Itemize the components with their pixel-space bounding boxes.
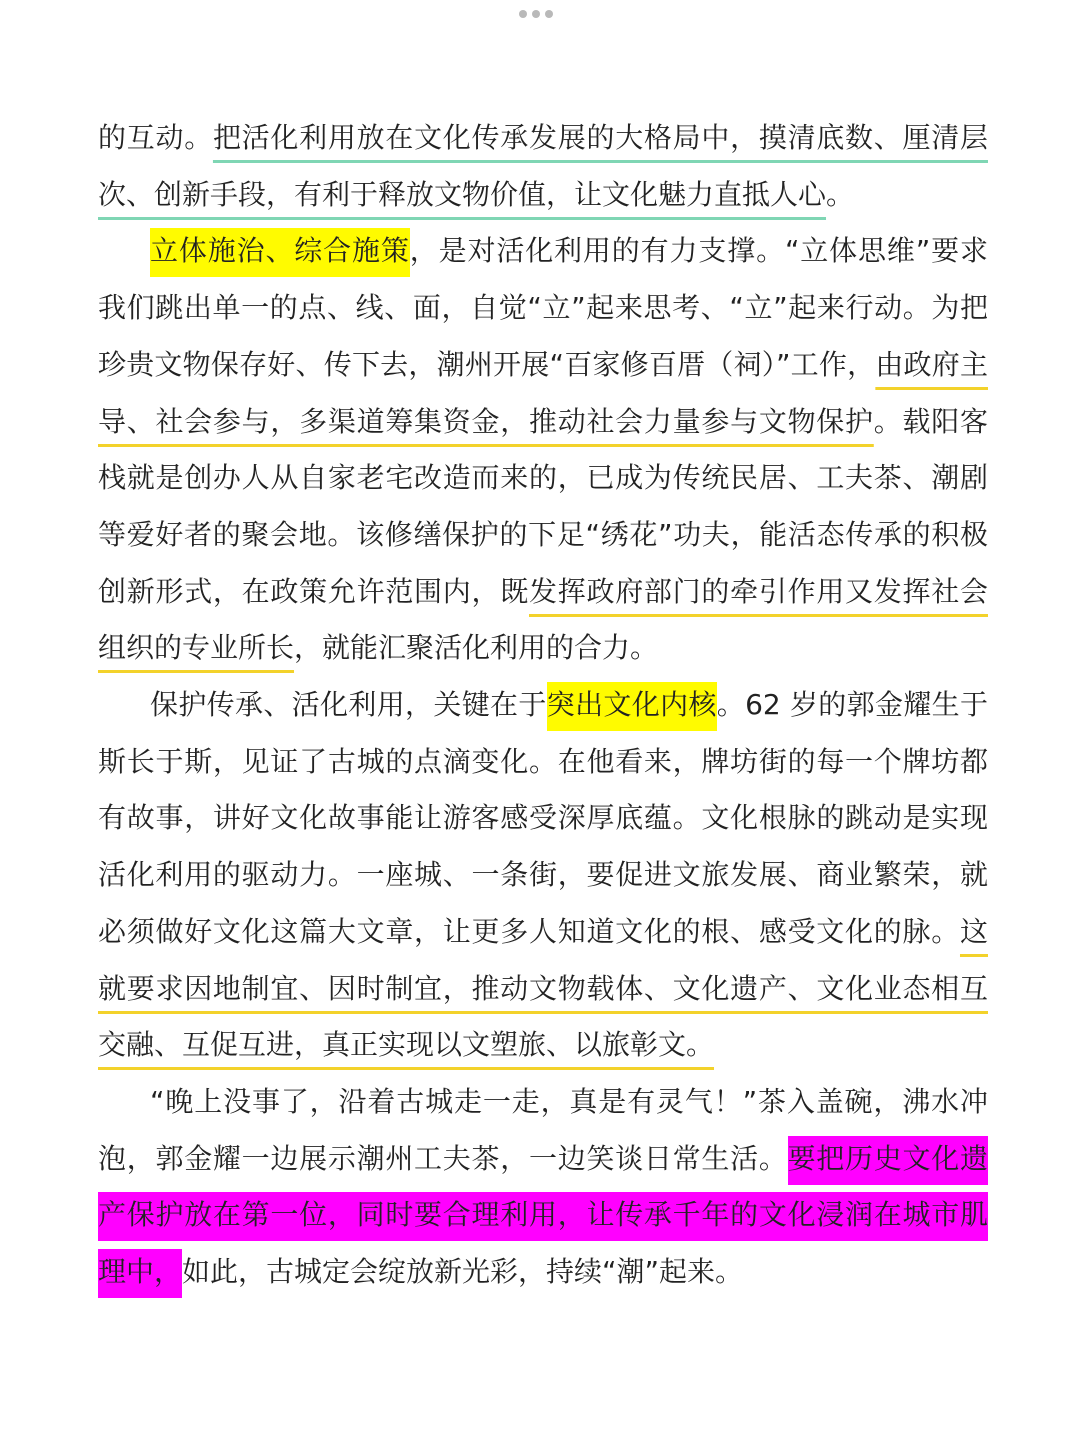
paragraph-2: [98, 223, 988, 677]
text: 。载阳客栈就是创办人从自家老宅改造而来的，已成为传统民居、工夫茶、潮剧等爱好者的聚会地。该修缮保护的下足“绣花”功夫，能活态传承的积极创新形式，在政策允许范围内，既: [98, 404, 988, 608]
underlined-text-yellow: 这就要求因地制宜、因时制宜，推动文物载体、文化遗产、文化业态相互交融、互促互进，真正实现以文塑旅、以旅彰文。: [98, 914, 988, 1062]
highlight-magenta: 要把历史文化遗产保护放在第一位，同时要合理利用，让传承千年的文化浸润在城市肌理中，: [98, 1136, 988, 1298]
text: ，就能汇聚活化利用的合力。: [294, 631, 659, 665]
more-dots-icon[interactable]: [519, 10, 553, 18]
text: 的互动。: [98, 121, 213, 154]
dot: [532, 10, 540, 18]
article-body: [98, 110, 988, 1301]
highlight-yellow: 突出文化内核: [547, 682, 717, 731]
underlined-text-green: 把活化利用放在文化传承发展的大格局中，摸清底数、厘清层次、创新手段，有利于释放文物价值，让文化魅力直抵人心: [98, 121, 988, 211]
paragraph-4: [98, 1074, 988, 1301]
underlined-text-yellow: 发挥政府部门的牵引作用又发挥社会组织的专业所长: [98, 574, 988, 665]
highlight-yellow: 立体施治、综合施策: [150, 228, 410, 277]
text: 。: [826, 177, 855, 211]
dot: [519, 10, 527, 18]
text: 保护传承、活化利用，关键在于: [150, 688, 547, 722]
paragraph-3: [98, 677, 988, 1074]
text: “晚上没事了，沿着古城走一走，真是有灵气！”茶入盖碗，沸水冲泡，郭金耀一边展示潮州工夫茶，一边笑谈日常生活。: [98, 1084, 988, 1175]
underlined-text-yellow: 由政府主导、社会参与，多渠道筹集资金，推动社会力量参与文物保护: [98, 347, 988, 438]
dot: [545, 10, 553, 18]
paragraph-1: [98, 110, 988, 223]
text: 。62 岁的郭金耀生于斯长于斯，见证了古城的点滴变化。在他看来，牌坊街的每一个牌坊都有故事，讲好文化故事能让游客感受深厚底蕴。文化根脉的跳动是实现活化利用的驱动力。一座城、一条街，要促进文旅发展、商业繁荣，就必须做好文化这篇大文章，让更多人知道文化的根、感受文化的脉。: [98, 688, 988, 948]
text: ，是对活化利用的有力支撑。“立体思维”要求我们跳出单一的点、线、面，自觉“立”起来思考、“立”起来行动。为把珍贵文物保存好、传下去，潮州开展“百家修百厝（祠）”工作，: [98, 234, 988, 381]
text: 如此，古城定会绽放新光彩，持续“潮”起来。: [182, 1255, 744, 1289]
